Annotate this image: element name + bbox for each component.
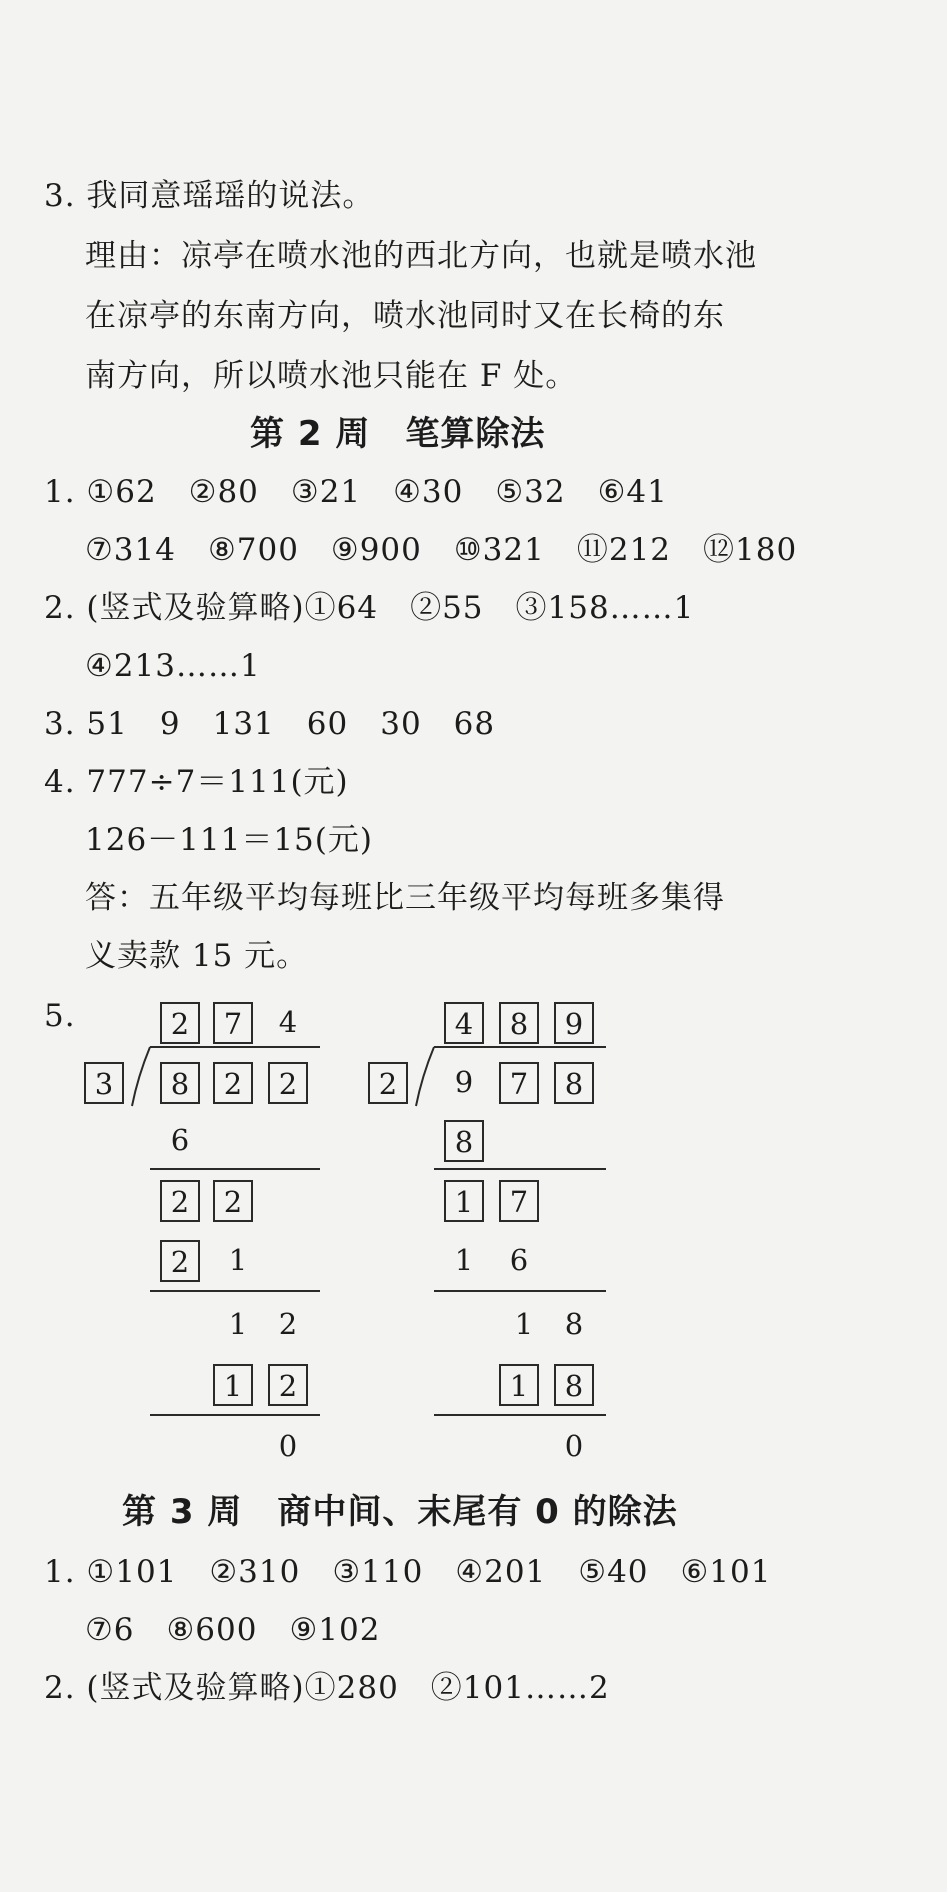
div2-step-4-digit-2: 8 bbox=[564, 1307, 584, 1341]
q3-reason-line-1: 理由：凉亭在喷水池的西北方向，也就是喷水池 bbox=[85, 238, 757, 274]
week2-q4-answer-line-1: 答：五年级平均每班比三年级平均每班多集得 bbox=[85, 880, 725, 916]
div1-step-5-digit-1: 1 bbox=[213, 1364, 253, 1406]
week2-heading: 第 2 周 笔算除法 bbox=[250, 414, 546, 454]
div2-rule-3 bbox=[434, 1414, 606, 1416]
q3-reason-line-3: 南方向，所以喷水池只能在 F 处。 bbox=[85, 358, 578, 394]
div1-step-1: 6 bbox=[170, 1123, 190, 1157]
week2-q1-line-2: ⑦314 ⑧700 ⑨900 ⑩321 ⑪212 ⑫180 bbox=[85, 532, 798, 568]
div1-quotient-digit-1: 2 bbox=[160, 1002, 200, 1044]
div2-dividend-digit-3: 8 bbox=[554, 1062, 594, 1104]
div1-dividend-digit-3: 2 bbox=[268, 1062, 308, 1104]
week3-q2-line-1: 2. (竖式及验算略)①280 ②101……2 bbox=[44, 1670, 610, 1706]
q3-answer-line-1: 3. 我同意瑶瑶的说法。 bbox=[44, 178, 375, 214]
div2-step-1: 8 bbox=[444, 1120, 484, 1162]
div2-dividend-digit-1: 9 bbox=[454, 1065, 474, 1099]
div2-divisor: 2 bbox=[368, 1062, 408, 1104]
div1-quotient-digit-2: 7 bbox=[213, 1002, 253, 1044]
div1-remainder: 0 bbox=[278, 1429, 298, 1463]
week2-q2-line-2: ④213……1 bbox=[85, 648, 261, 684]
div2-rule-1 bbox=[434, 1168, 606, 1170]
week2-q3-line: 3. 51 9 131 60 30 68 bbox=[44, 706, 496, 742]
div2-remainder: 0 bbox=[564, 1429, 584, 1463]
div1-step-4-digit-2: 2 bbox=[278, 1307, 298, 1341]
div2-quotient-digit-1: 4 bbox=[444, 1002, 484, 1044]
div2-step-2-digit-2: 7 bbox=[499, 1180, 539, 1222]
week3-q1-line-2: ⑦6 ⑧600 ⑨102 bbox=[85, 1612, 381, 1648]
div1-step-4-digit-1: 1 bbox=[228, 1307, 248, 1341]
week3-q1-line-1: 1. ①101 ②310 ③110 ④201 ⑤40 ⑥101 bbox=[44, 1554, 772, 1590]
div1-divisor: 3 bbox=[84, 1062, 124, 1104]
div1-step-3-digit-1: 2 bbox=[160, 1240, 200, 1282]
div2-step-3-digit-1: 1 bbox=[454, 1243, 474, 1277]
week2-q2-line-1: 2. (竖式及验算略)①64 ②55 ③158……1 bbox=[44, 590, 695, 626]
div2-dividend-digit-2: 7 bbox=[499, 1062, 539, 1104]
week2-q1-line-1: 1. ①62 ②80 ③21 ④30 ⑤32 ⑥41 bbox=[44, 474, 668, 510]
div1-step-2-digit-2: 2 bbox=[213, 1180, 253, 1222]
div2-bracket-curve bbox=[414, 1046, 436, 1108]
div2-step-4-digit-1: 1 bbox=[514, 1307, 534, 1341]
week2-q4-answer-line-2: 义卖款 15 元。 bbox=[85, 938, 309, 974]
div1-rule-1 bbox=[150, 1168, 320, 1170]
div2-step-5-digit-1: 1 bbox=[499, 1364, 539, 1406]
week3-heading: 第 3 周 商中间、末尾有 0 的除法 bbox=[122, 1492, 678, 1532]
div1-step-5-digit-2: 2 bbox=[268, 1364, 308, 1406]
div1-quotient-digit-3: 4 bbox=[278, 1005, 298, 1039]
div2-quotient-digit-2: 8 bbox=[499, 1002, 539, 1044]
div2-bracket-top bbox=[434, 1046, 606, 1048]
div1-bracket-curve bbox=[130, 1046, 152, 1108]
div2-step-3-digit-2: 6 bbox=[509, 1243, 529, 1277]
div1-rule-2 bbox=[150, 1290, 320, 1292]
q3-reason-line-2: 在凉亭的东南方向，喷水池同时又在长椅的东 bbox=[85, 298, 725, 334]
div2-rule-2 bbox=[434, 1290, 606, 1292]
div2-quotient-digit-3: 9 bbox=[554, 1002, 594, 1044]
div2-step-5-digit-2: 8 bbox=[554, 1364, 594, 1406]
week2-q4-line-1: 4. 777÷7＝111(元) bbox=[44, 764, 349, 800]
div2-step-2-digit-1: 1 bbox=[444, 1180, 484, 1222]
div1-dividend-digit-2: 2 bbox=[213, 1062, 253, 1104]
div1-step-3-digit-2: 1 bbox=[228, 1243, 248, 1277]
div1-dividend-digit-1: 8 bbox=[160, 1062, 200, 1104]
week2-q4-line-2: 126－111＝15(元) bbox=[85, 822, 373, 858]
div1-bracket-top bbox=[150, 1046, 320, 1048]
div1-rule-3 bbox=[150, 1414, 320, 1416]
week2-q5-label: 5. bbox=[44, 998, 76, 1034]
div1-step-2-digit-1: 2 bbox=[160, 1180, 200, 1222]
